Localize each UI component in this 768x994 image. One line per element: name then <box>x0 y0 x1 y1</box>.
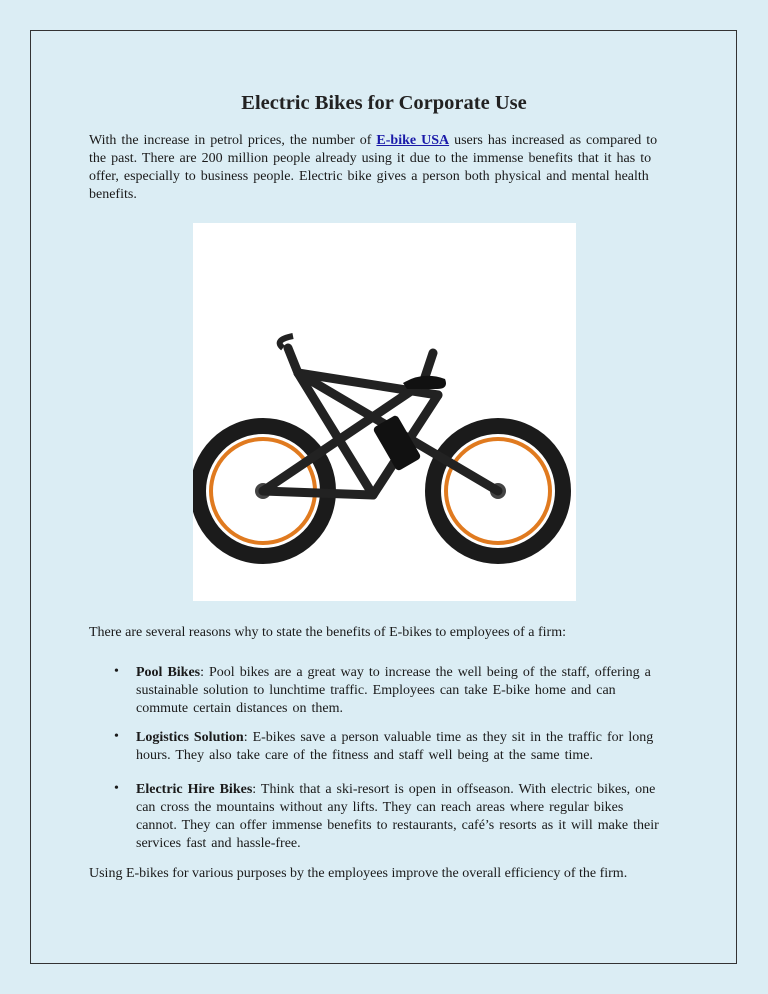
item-term: Electric Hire Bikes <box>136 782 253 797</box>
bullet-icon: • <box>114 664 119 679</box>
page-title: Electric Bikes for Corporate Use <box>241 92 527 114</box>
item-text: cannot. They can offer immense benefits to restaurants, café’s resorts as it will make their <box>136 818 659 833</box>
item-text: can cross the mountains without any lifts. They can reach areas where regular bikes <box>136 800 624 815</box>
list-item-logistics-solution <box>136 729 653 765</box>
item-term: Pool Bikes <box>136 665 201 680</box>
intro-paragraph <box>89 132 657 204</box>
reasons-intro: There are several reasons why to state the benefits of E-bikes to employees of a firm: <box>89 625 566 640</box>
item-text: services fast and hassle-free. <box>136 836 301 851</box>
item-term: Logistics Solution <box>136 730 244 745</box>
bike-frame <box>263 348 498 495</box>
intro-text: benefits. <box>89 187 137 202</box>
intro-text: With the increase in petrol prices, the number of <box>89 133 377 148</box>
electric-bike-photo <box>193 223 576 601</box>
intro-text: users has increased as compared to <box>449 133 658 148</box>
item-text: : E-bikes save a person valuable time as they sit in the traffic for long <box>243 730 654 745</box>
item-text: : Pool bikes are a great way to increase the well being of the staff, offering a <box>200 665 651 680</box>
list-item-electric-hire-bikes <box>136 781 659 853</box>
list-item-pool-bikes <box>136 664 651 718</box>
ebike-usa-link[interactable]: E-bike USA <box>376 133 450 148</box>
item-text: commute certain distances on them. <box>136 701 343 716</box>
item-text: hours. They also take care of the fitness and staff well being at the same time. <box>136 748 594 763</box>
conclusion: Using E-bikes for various purposes by the employees improve the overall efficiency of the firm. <box>89 866 628 881</box>
seat <box>403 376 446 389</box>
intro-text: the past. There are 200 million people already using it due to the immense benefits that it has to <box>89 151 652 166</box>
item-text: : Think that a ski-resort is open in offseason. With electric bikes, one <box>252 782 656 797</box>
bullet-icon: • <box>114 729 119 744</box>
bullet-icon: • <box>114 781 119 796</box>
item-text: sustainable solution to lunchtime traffic. Employees can take E-bike home and can <box>136 683 616 698</box>
intro-text: offer, especially to business people. Electric bike gives a person both physical and mental health <box>89 169 649 184</box>
